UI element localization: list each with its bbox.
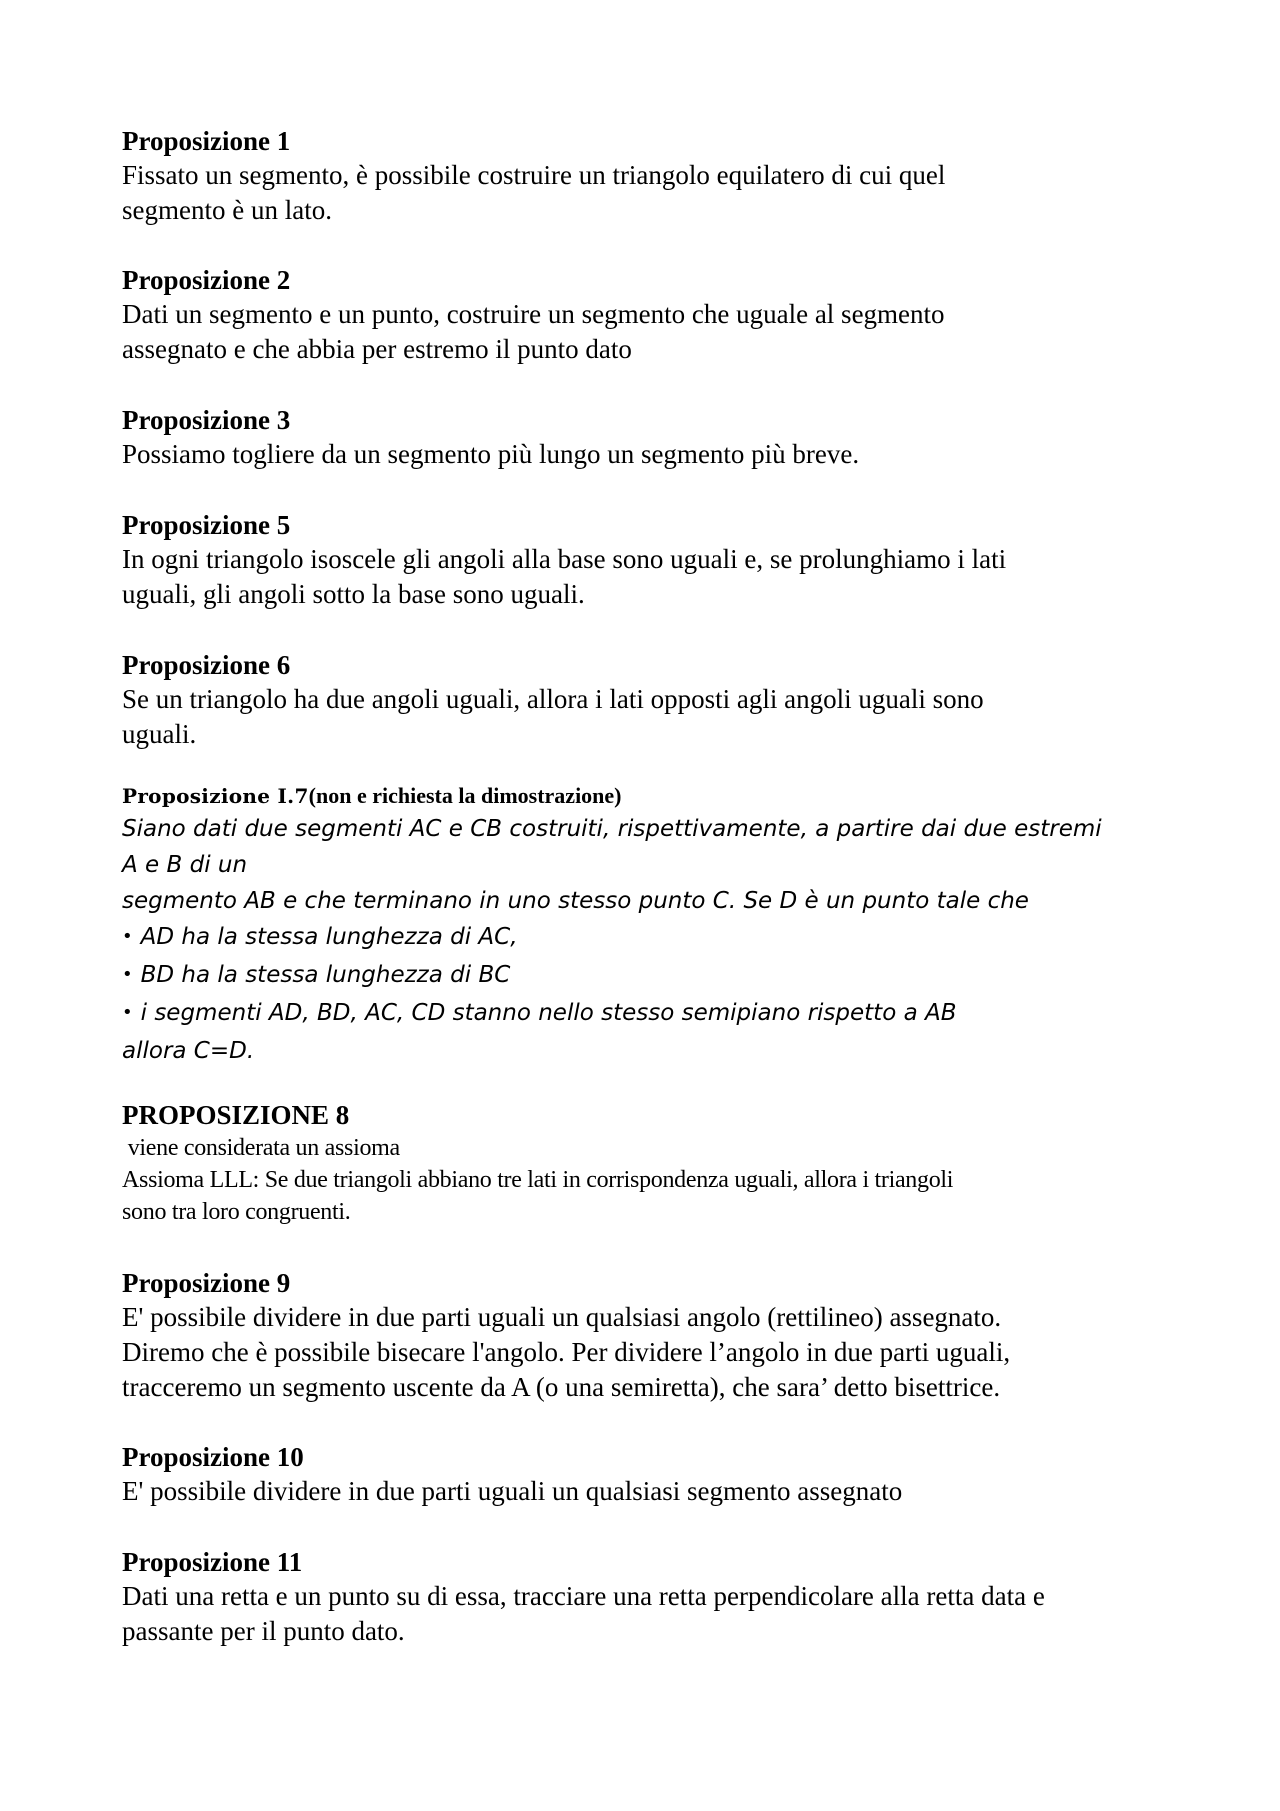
proposition-7-title-prefix: Proposizione I.7 <box>122 784 309 808</box>
proposition-9-line-1: E' possibile dividere in due parti uguali un qualsiasi angolo (rettilineo) assegnato. <box>122 1302 1002 1332</box>
proposition-11-title: Proposizione 11 <box>122 1547 303 1577</box>
proposition-8-line-1: viene considerata un assioma <box>122 1135 400 1161</box>
proposition-10 <box>122 1440 1182 1509</box>
proposition-2-line-1: Dati un segmento e un punto, costruire un segmento che uguale al segmento <box>122 299 945 329</box>
proposition-6-title: Proposizione 6 <box>122 650 291 680</box>
proposition-8-line-2: Assioma LLL: Se due triangoli abbiano tre lati in corrispondenza uguali, allora i triangoli <box>122 1167 954 1193</box>
proposition-7-conclusion: allora C=D. <box>122 1038 255 1064</box>
proposition-7-line-1: Siano dati due segmenti AC e CB costruiti, rispettivamente, a partire dai due estremi <box>122 816 1102 842</box>
proposition-3-line-1: Possiamo togliere da un segmento più lungo un segmento più breve. <box>122 439 860 469</box>
proposition-2 <box>122 263 1182 367</box>
proposition-6-line-2: uguali. <box>122 719 197 749</box>
proposition-7-bullet-3: • i segmenti AD, BD, AC, CD stanno nello stesso semipiano rispetto a AB <box>122 995 1182 1033</box>
proposition-5-line-1: In ogni triangolo isoscele gli angoli alla base sono uguali e, se prolunghiamo i lati <box>122 544 1007 574</box>
proposition-5 <box>122 508 1182 612</box>
proposition-6 <box>122 648 1182 752</box>
proposition-9-line-3: tracceremo un segmento uscente da A (o una semiretta), che sara’ detto bisettrice. <box>122 1372 1001 1402</box>
proposition-10-title: Proposizione 10 <box>122 1442 304 1472</box>
proposition-8-title: PROPOSIZIONE 8 <box>122 1100 350 1130</box>
proposition-7-bullet-2: • BD ha la stessa lunghezza di BC <box>122 957 1182 995</box>
proposition-8-line-3: sono tra loro congruenti. <box>122 1199 351 1225</box>
proposition-2-line-2: assegnato e che abbia per estremo il punto dato <box>122 334 632 364</box>
proposition-5-title: Proposizione 5 <box>122 510 291 540</box>
proposition-7-title <box>122 781 1182 811</box>
proposition-7-line-2: A e B di un <box>122 852 248 878</box>
proposition-1-title: Proposizione 1 <box>122 126 291 156</box>
proposition-9 <box>122 1266 1182 1405</box>
proposition-7 <box>122 781 1182 1069</box>
proposition-9-line-2: Diremo che è possibile bisecare l'angolo. Per dividere l’angolo in due parti uguali, <box>122 1337 1011 1367</box>
proposition-5-line-2: uguali, gli angoli sotto la base sono uguali. <box>122 579 585 609</box>
proposition-11 <box>122 1545 1182 1649</box>
proposition-10-line-1: E' possibile dividere in due parti uguali un qualsiasi segmento assegnato <box>122 1476 903 1506</box>
proposition-2-title: Proposizione 2 <box>122 265 291 295</box>
proposition-1 <box>122 124 1182 228</box>
proposition-11-line-1: Dati una retta e un punto su di essa, tracciare una retta perpendicolare alla retta data e <box>122 1581 1045 1611</box>
proposition-7-line-3: segmento AB e che terminano in uno stesso punto C. Se D è un punto tale che <box>122 888 1029 914</box>
proposition-8 <box>122 1098 1182 1228</box>
proposition-7-title-suffix: (non e richiesta la dimostrazione) <box>308 783 622 808</box>
proposition-11-line-2: passante per il punto dato. <box>122 1616 405 1646</box>
proposition-9-title: Proposizione 9 <box>122 1268 291 1298</box>
proposition-1-line-1: Fissato un segmento, è possibile costruire un triangolo equilatero di cui quel <box>122 160 946 190</box>
proposition-7-bullet-1: • AD ha la stessa lunghezza di AC, <box>122 919 1182 957</box>
proposition-3-title: Proposizione 3 <box>122 405 291 435</box>
proposition-1-line-2: segmento è un lato. <box>122 195 332 225</box>
proposition-3 <box>122 403 1182 472</box>
proposition-6-line-1: Se un triangolo ha due angoli uguali, allora i lati opposti agli angoli uguali sono <box>122 684 984 714</box>
